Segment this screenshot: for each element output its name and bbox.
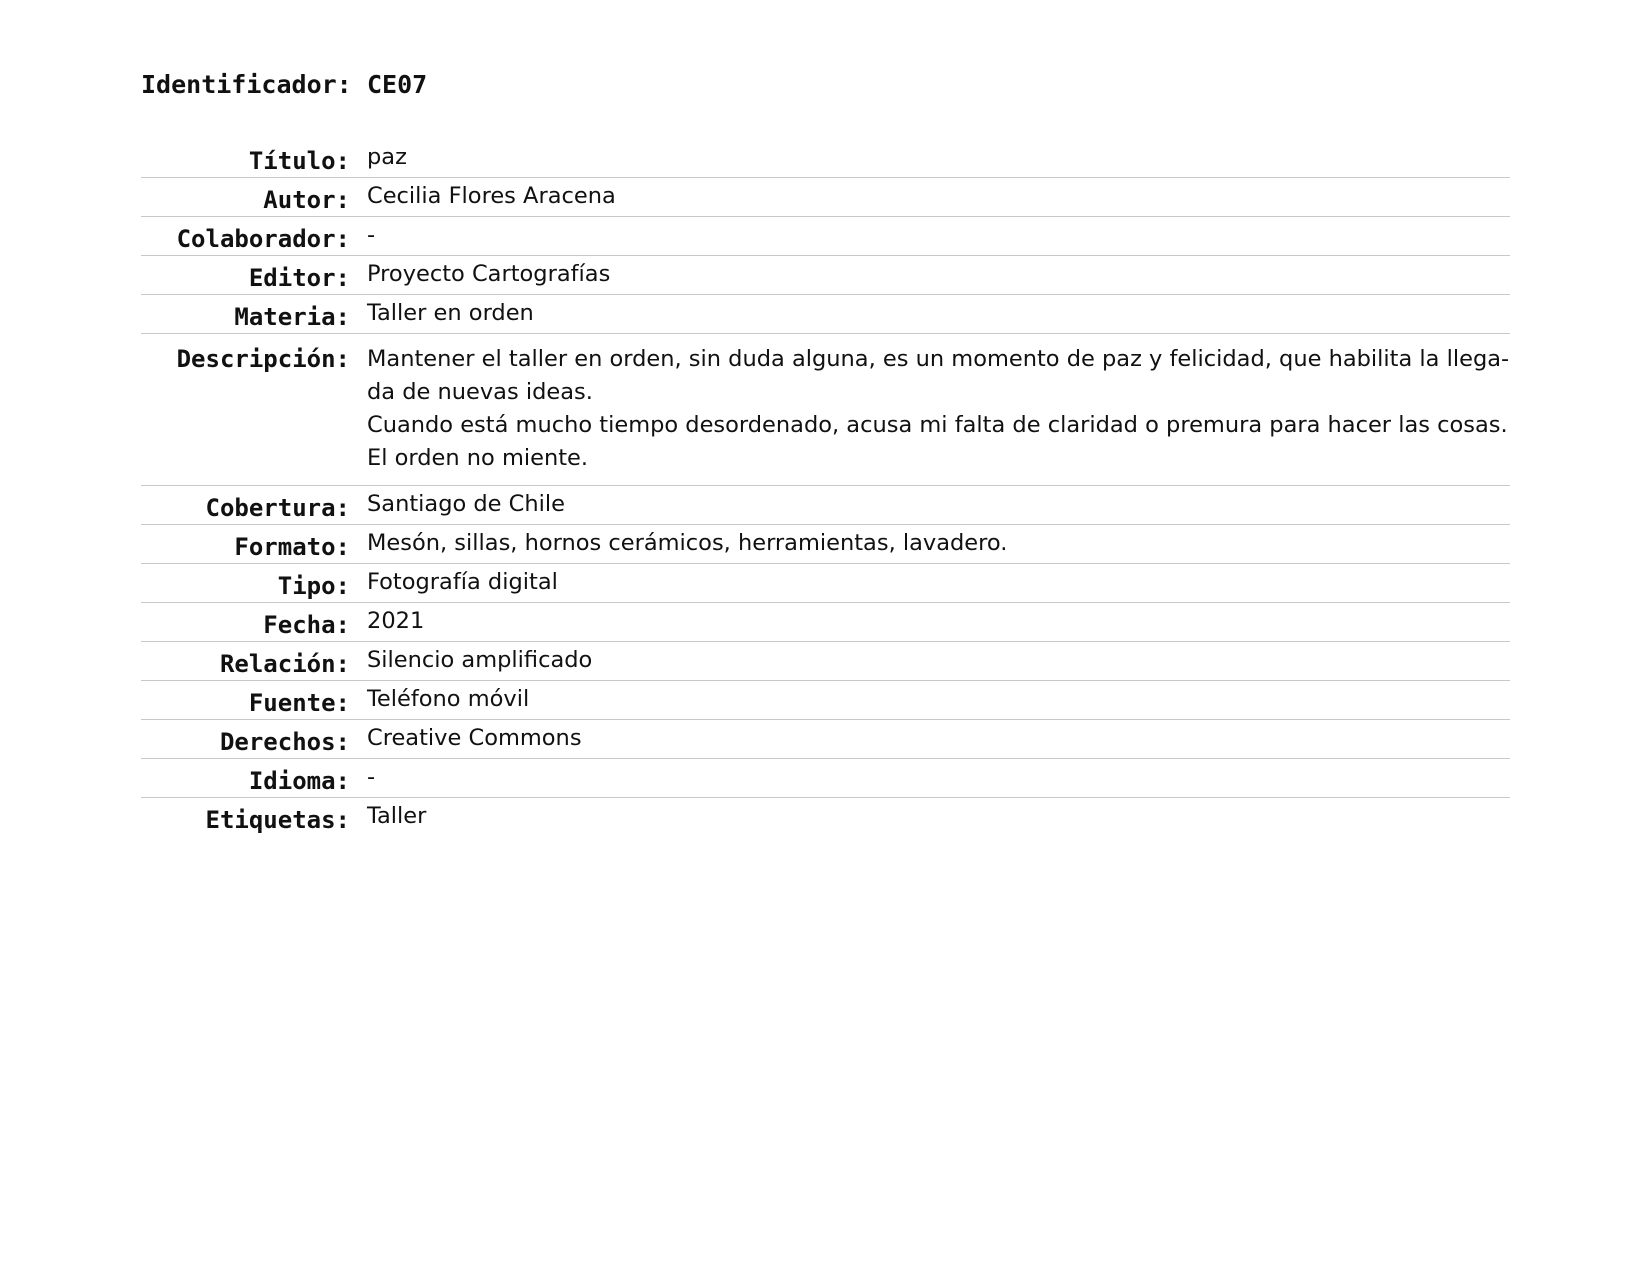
field-row-etiquetas [141, 798, 1510, 836]
field-value-descripcion [367, 334, 1510, 485]
field-value-derechos: Creative Commons [367, 725, 582, 751]
field-label-idioma: Idioma: [248, 767, 350, 795]
field-label-materia: Materia: [234, 303, 350, 331]
field-label-formato: Formato: [234, 533, 350, 561]
field-label-descripcion: Descripción: [176, 345, 350, 373]
field-value-idioma: - [367, 764, 376, 790]
field-label-derechos: Derechos: [219, 728, 350, 756]
field-label-relacion: Relación: [219, 650, 350, 678]
identifier-value: CE07 [367, 70, 428, 99]
field-label-autor: Autor: [263, 186, 350, 214]
field-row-relacion [141, 642, 1510, 681]
field-row-fecha [141, 603, 1510, 642]
field-value-editor: Proyecto Cartografías [367, 261, 611, 287]
field-row-editor [141, 256, 1510, 295]
field-row-idioma [141, 759, 1510, 798]
field-value-cobertura: Santiago de Chile [367, 491, 565, 517]
field-row-titulo [141, 139, 1510, 178]
identifier-row [141, 70, 1510, 114]
field-value-fuente: Teléfono móvil [367, 686, 530, 712]
field-label-etiquetas: Etiquetas: [205, 806, 350, 834]
field-value-etiquetas: Taller [367, 803, 427, 829]
field-value-relacion: Silencio amplificado [367, 647, 593, 673]
field-value-fecha: 2021 [367, 608, 425, 634]
descripcion-paragraph-2: Cuando está mucho tiempo desordenado, acusa mi falta de claridad o premura para hacer las cosas. El orden no miente. [367, 412, 1508, 471]
metadata-fields [141, 139, 1510, 836]
field-label-fecha: Fecha: [263, 611, 350, 639]
field-row-materia [141, 295, 1510, 334]
field-label-titulo: Título: [248, 147, 350, 175]
field-value-autor: Cecilia Flores Aracena [367, 183, 616, 209]
field-row-formato [141, 525, 1510, 564]
descripcion-paragraph-1: Mantener el taller en orden, sin duda alguna, es un momento de paz y felicidad, que habilita la llega-da de nuevas ideas. [367, 346, 1510, 405]
field-label-colaborador: Colaborador: [176, 225, 350, 253]
field-row-autor [141, 178, 1510, 217]
identifier-label: Identificador: [141, 70, 352, 99]
field-value-colaborador: - [367, 222, 376, 248]
field-label-fuente: Fuente: [248, 689, 350, 717]
field-label-cobertura: Cobertura: [205, 494, 350, 522]
field-row-descripcion [141, 334, 1510, 486]
field-label-tipo: Tipo: [277, 572, 350, 600]
field-value-formato: Mesón, sillas, hornos cerámicos, herramientas, lavadero. [367, 530, 1008, 556]
field-row-derechos [141, 720, 1510, 759]
field-row-cobertura [141, 486, 1510, 525]
field-row-tipo [141, 564, 1510, 603]
metadata-record [141, 70, 1510, 836]
field-value-titulo: paz [367, 144, 407, 170]
field-row-colaborador [141, 217, 1510, 256]
field-row-fuente [141, 681, 1510, 720]
field-value-materia: Taller en orden [367, 300, 534, 326]
field-label-editor: Editor: [248, 264, 350, 292]
field-value-tipo: Fotografía digital [367, 569, 558, 595]
